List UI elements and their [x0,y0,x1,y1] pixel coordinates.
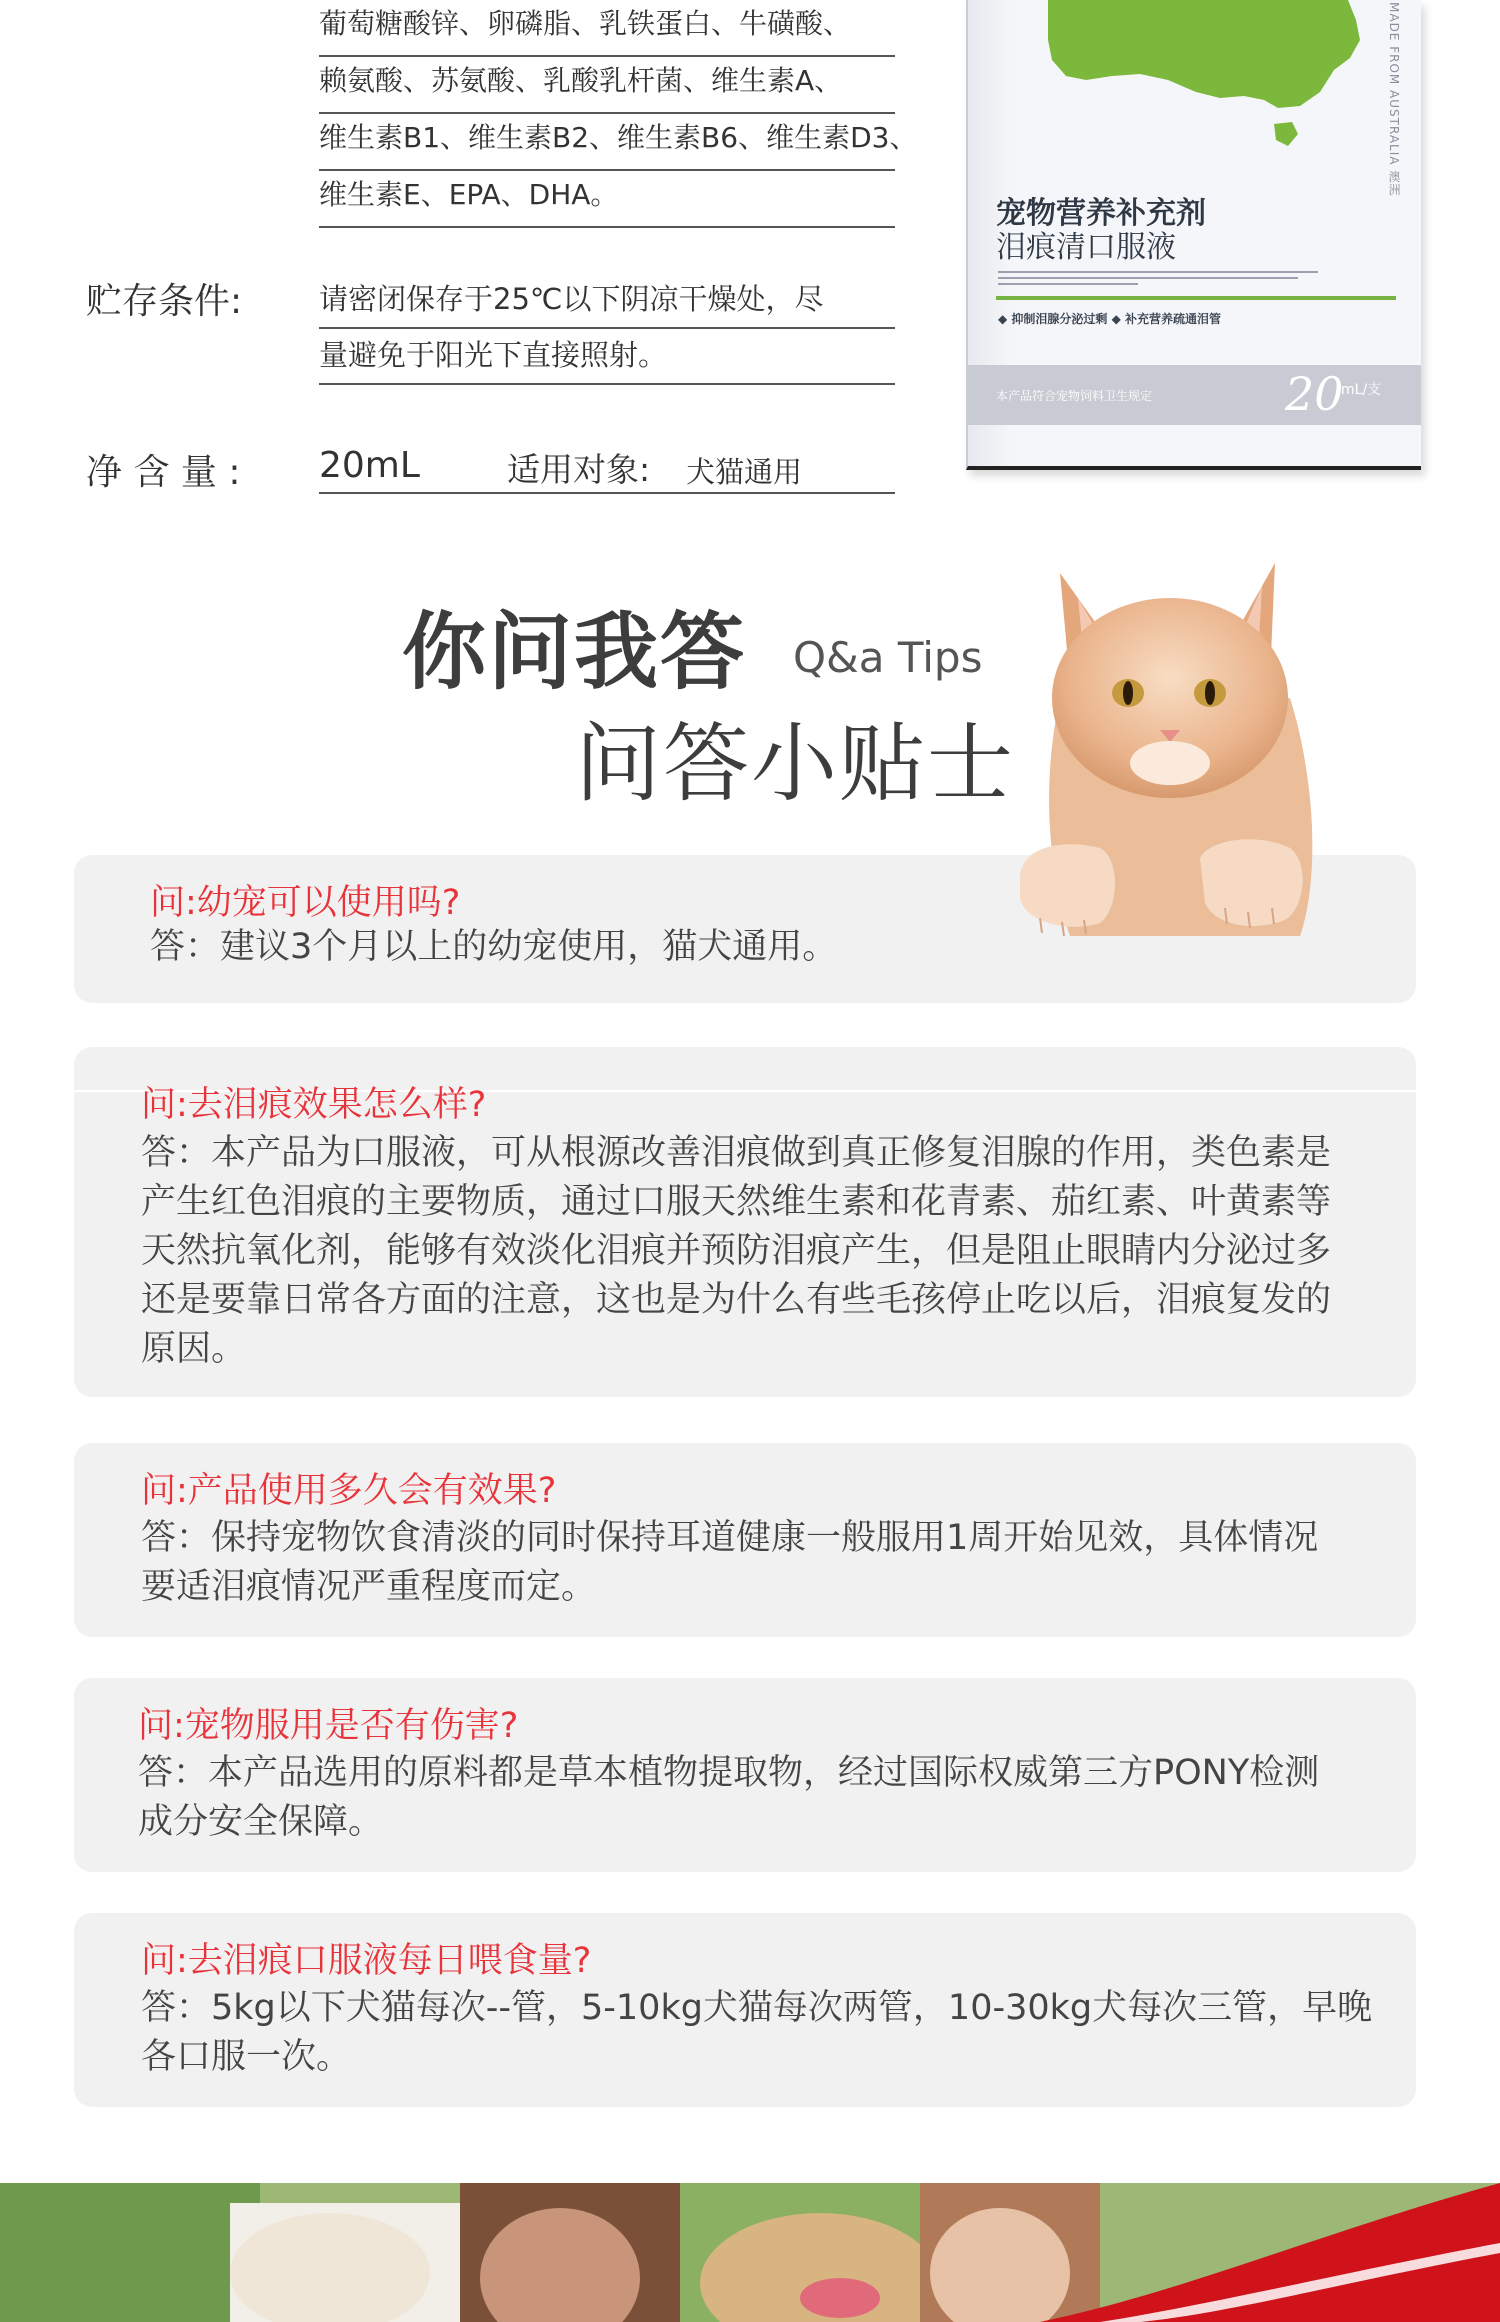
footer-banner-photo [0,2183,1500,2322]
qa-answer-line: 要适泪痕情况严重程度而定。 [141,1567,597,1607]
product-title: 宠物营养补充剂 [996,196,1206,231]
qa-card [74,1913,1416,2107]
australia-map-icon [1008,0,1378,160]
net-content-label: 净 含 量 : [86,452,241,493]
cat-photo [1000,548,1340,938]
apply-label: 适用对象: [507,450,651,489]
product-footnote: 本产品符合宠物饲料卫生规定 [996,389,1153,403]
product-accent-bar [996,296,1396,300]
qa-question: 问:幼宠可以使用吗? [150,883,461,923]
qa-card [74,1047,1416,1397]
qa-question: 问:去泪痕效果怎么样? [141,1085,487,1125]
qa-answer-line: 成分安全保障。 [138,1802,384,1842]
qa-heading-title: 你问我答 [402,603,747,701]
qa-answer-line: 答：5kg以下犬猫每次--管，5-10kg犬猫每次两管，10-30kg犬每次三管，早晚 [141,1988,1373,2028]
qa-card [74,1678,1416,1872]
net-content-row [319,440,895,494]
product-bullets: ◆ 抑制泪腺分泌过剩 ◆ 补充营养疏通泪管 [998,312,1221,326]
qa-answer-line: 答：建议3个月以上的幼宠使用，猫犬通用。 [150,927,838,967]
ingredient-line: 葡萄糖酸锌、卵磷脂、乳铁蛋白、牛磺酸、 [319,0,895,57]
qa-answer-line: 天然抗氧化剂，能够有效淡化泪痕并预防泪痕产生，但是阻止眼睛内分泌过多 [141,1231,1332,1271]
ingredient-line: 维生素E、EPA、DHA。 [319,171,895,228]
qa-question: 问:去泪痕口服液每日喂食量? [141,1941,592,1981]
product-unit: mL/支 [1341,382,1382,398]
qa-question: 问:产品使用多久会有效果? [141,1471,557,1511]
product-box-image [966,0,1421,470]
product-subtitle: 泪痕清口服液 [996,230,1176,265]
qa-card [74,1443,1416,1637]
ingredient-line: 赖氨酸、苏氨酸、乳酸乳杆菌、维生素A、 [319,57,895,114]
qa-heading-english: Q&a Tips [793,633,983,682]
qa-heading-subtitle: 问答小贴士 [575,714,1015,814]
qa-answer-line: 产生红色泪痕的主要物质，通过口服天然维生素和花青素、茄红素、叶黄素等 [141,1182,1332,1222]
apply-value: 犬猫通用 [686,455,803,489]
storage-line: 请密闭保存于25℃以下阴凉干燥处，尽 [319,273,895,329]
product-origin-text: MADE FROM AUSTRALIA 澳洲 [1387,2,1401,197]
qa-answer-line: 答：保持宠物饮食清淡的同时保持耳道健康一般服用1周开始见效，具体情况 [141,1518,1319,1558]
qa-answer-line: 还是要靠日常各方面的注意，这也是为什么有些毛孩停止吃以后，泪痕复发的 [141,1280,1332,1320]
net-content-value: 20mL [319,445,420,486]
qa-question: 问:宠物服用是否有伤害? [138,1706,519,1746]
storage-line: 量避免于阳光下直接照射。 [319,329,895,385]
product-volume: 20 [1285,367,1344,421]
product-footer-band [968,365,1421,425]
qa-answer-line: 各口服一次。 [141,2037,352,2077]
qa-answer-line: 答：本产品选用的原料都是草本植物提取物，经过国际权威第三方PONY检测 [138,1753,1320,1793]
ingredient-line: 维生素B1、维生素B2、维生素B6、维生素D3、 [319,114,895,171]
spec-section [0,0,960,500]
storage-label: 贮存条件: [86,281,243,322]
qa-answer-line: 原因。 [141,1329,247,1369]
qa-answer-line: 答：本产品为口服液，可从根源改善泪痕做到真正修复泪腺的作用，类色素是 [141,1133,1332,1173]
product-fine-print [998,268,1328,288]
